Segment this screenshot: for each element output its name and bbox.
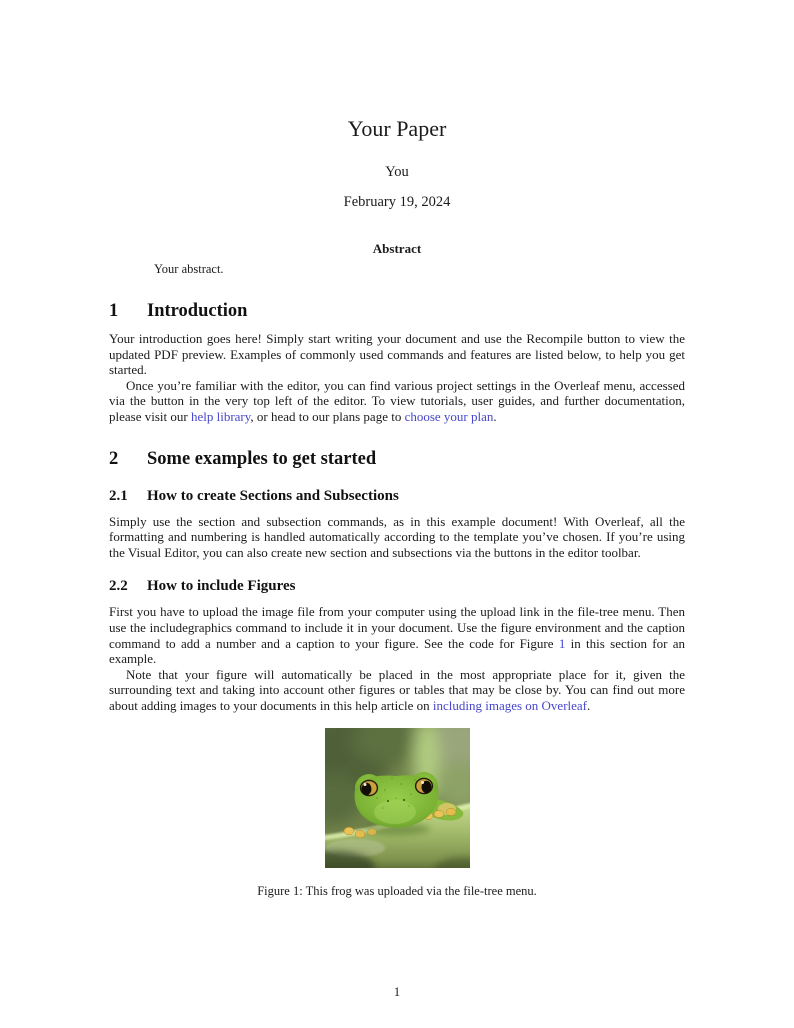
paragraph: Simply use the section and subsection commands, as in this example document! With Overleaf, all the formatting and numbering is handled automatically according to the template you’ve chosen. If you’re using the Visual Editor, you can also create new section and subsections via the buttons in the editor toolbar. [109, 513, 685, 560]
subsection-title: How to include Figures [147, 578, 296, 595]
paper-title: Your Paper [347, 116, 447, 141]
section-number: 1 [109, 301, 119, 321]
subsection-2-2-heading [109, 578, 685, 595]
paper-date: February 19, 2024 [343, 194, 451, 210]
figure-caption: Figure 1: This frog was uploaded via the file-tree menu. [257, 883, 537, 898]
page-number: 1 [393, 985, 401, 999]
abstract-text: Your abstract. [154, 262, 224, 276]
choose-your-plan-link[interactable]: choose your plan [404, 408, 494, 424]
paragraph: First you have to upload the image file from your computer using the upload link in the file-tree menu. Then use the includegraphics command to include it in your document. Use the figure environment and the caption command to add a number and a caption to your figure. See the code for Figure 1 in this section for an example. [109, 604, 685, 667]
subsection-number: 2.2 [109, 578, 128, 595]
figure-1-ref-link[interactable]: 1 [558, 635, 566, 651]
paragraph: Note that your figure will automatically be placed in the most appropriate place for it, given the surrounding text and taking into account other figures or tables that may be close by. You can find out more about adding images to your documents in this help article on including images on Overleaf. [109, 666, 685, 713]
subsection-number: 2.1 [109, 487, 128, 504]
help-library-link[interactable]: help library [190, 408, 251, 424]
paragraph: Once you’re familiar with the editor, you can find various project settings in the Overleaf menu, accessed via the button in the very top left of the editor. To view tutorials, user guides, and further documentation, please visit our help library, or head to our plans page to choose your plan. [109, 377, 685, 424]
paragraph: Your introduction goes here! Simply start writing your document and use the Recompile button to view the updated PDF preview. Examples of commonly used commands and features are listed below, to help you get started. [109, 331, 685, 378]
page-body [109, 241, 685, 899]
section-title: Some examples to get started [147, 448, 377, 469]
including-images-link[interactable]: including images on Overleaf [432, 697, 588, 713]
section-1-heading [109, 301, 685, 322]
abstract-heading: Abstract [372, 241, 422, 256]
subsection-2-1-heading [109, 488, 685, 505]
section-2-heading [109, 449, 685, 470]
figure-1 [109, 728, 685, 868]
section-title: Introduction [147, 301, 248, 321]
frog-photo [325, 728, 470, 868]
section-number: 2 [109, 448, 119, 469]
paper-author: You [385, 164, 409, 180]
subsection-title: How to create Sections and Subsections [147, 487, 399, 504]
